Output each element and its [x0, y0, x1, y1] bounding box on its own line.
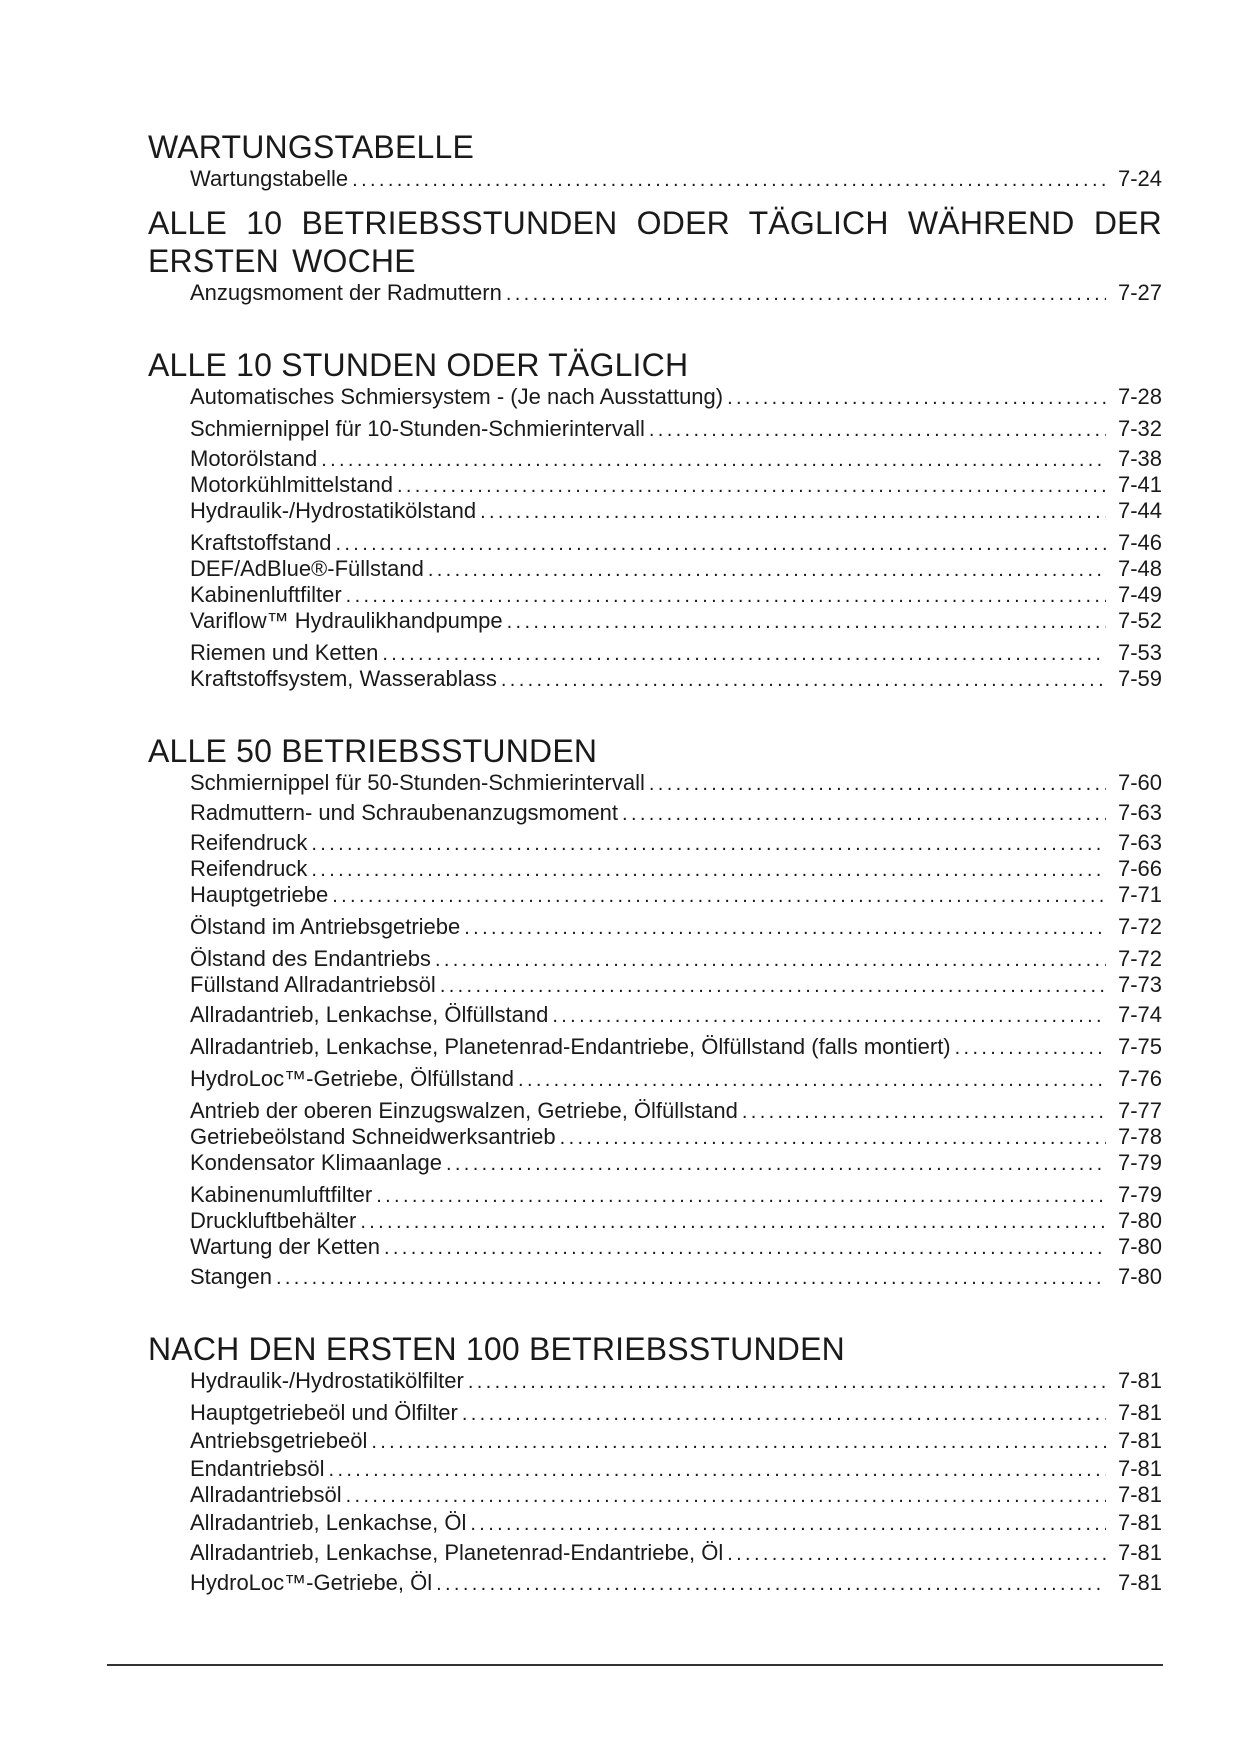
entry-page-number: 7-81 [1117, 1400, 1162, 1425]
entry-title: Allradantrieb, Lenkachse, Planetenrad-Endantriebe, Öl [190, 1540, 727, 1566]
dot-leader [311, 831, 1106, 857]
entry-title: DEF/AdBlue®-Füllstand [190, 556, 428, 582]
toc-entry[interactable] [190, 830, 1162, 856]
entry-page-number: 7-80 [1117, 1234, 1162, 1259]
dot-leader [397, 473, 1106, 499]
entry-title: Getriebeölstand Schneidwerksantrieb [190, 1124, 560, 1150]
entry-title: Motorkühlmittelstand [190, 472, 397, 498]
toc-entry[interactable] [190, 1208, 1162, 1234]
toc-entry[interactable] [190, 1400, 1162, 1426]
entry-title: Hydraulik-/Hydrostatikölfilter [190, 1368, 468, 1394]
toc-entry[interactable] [190, 582, 1162, 608]
entry-page-number: 7-49 [1117, 582, 1162, 607]
dot-leader [382, 641, 1106, 667]
entry-page-number: 7-46 [1117, 530, 1162, 555]
entry-title: Kraftstoffsystem, Wasserablass [190, 666, 501, 692]
dot-leader [360, 1209, 1106, 1235]
toc-entry[interactable] [190, 1570, 1162, 1596]
toc-entry[interactable] [190, 770, 1162, 796]
toc-entry[interactable] [190, 1264, 1162, 1290]
dot-leader [384, 1235, 1106, 1261]
dot-leader [622, 801, 1106, 827]
entry-title: Variflow™ Hydraulikhandpumpe [190, 608, 507, 634]
dot-leader [371, 1429, 1106, 1455]
toc-entry[interactable] [190, 1124, 1162, 1150]
dot-leader [727, 385, 1106, 411]
entry-title: Druckluftbehälter [190, 1208, 360, 1234]
toc-entry[interactable] [190, 1540, 1162, 1566]
toc-entry[interactable] [190, 1482, 1162, 1508]
dot-leader [464, 915, 1106, 941]
dot-leader [376, 1183, 1106, 1209]
dot-leader [518, 1067, 1106, 1093]
entry-page-number: 7-81 [1117, 1428, 1162, 1453]
toc-entry[interactable] [190, 882, 1162, 908]
toc-entry[interactable] [190, 472, 1162, 498]
dot-leader [428, 557, 1106, 583]
entry-title: Ölstand des Endantriebs [190, 946, 435, 972]
entry-title: Ölstand im Antriebsgetriebe [190, 914, 464, 940]
dot-leader [462, 1401, 1106, 1427]
entry-page-number: 7-74 [1117, 1002, 1162, 1027]
toc-entry[interactable] [190, 1034, 1162, 1060]
dot-leader [446, 1151, 1106, 1177]
entry-title: Schmiernippel für 10-Stunden-Schmierintervall [190, 416, 649, 442]
dot-leader [276, 1265, 1106, 1291]
entry-page-number: 7-75 [1117, 1034, 1162, 1059]
toc-entry[interactable] [190, 1428, 1162, 1454]
entry-title: Kabinenluftfilter [190, 582, 346, 608]
toc-entry[interactable] [190, 384, 1162, 410]
toc-entry[interactable] [190, 1456, 1162, 1482]
dot-leader [346, 583, 1106, 609]
toc-section [148, 204, 1162, 306]
entry-page-number: 7-72 [1117, 946, 1162, 971]
toc-entry[interactable] [190, 1150, 1162, 1176]
toc-entry[interactable] [190, 1234, 1162, 1260]
entry-page-number: 7-81 [1117, 1368, 1162, 1393]
toc-entry[interactable] [190, 416, 1162, 442]
dot-leader [468, 1369, 1106, 1395]
entry-page-number: 7-81 [1117, 1570, 1162, 1595]
entry-page-number: 7-28 [1117, 384, 1162, 409]
entry-title: Endantriebsöl [190, 1456, 329, 1482]
toc-entry[interactable] [190, 1182, 1162, 1208]
entry-title: HydroLoc™-Getriebe, Öl [190, 1570, 436, 1596]
toc-entry[interactable] [190, 530, 1162, 556]
dot-leader [480, 499, 1106, 525]
dot-leader [552, 1003, 1106, 1029]
dot-leader [742, 1099, 1106, 1125]
toc-section [148, 128, 1162, 192]
entry-page-number: 7-27 [1117, 280, 1162, 305]
entry-page-number: 7-78 [1117, 1124, 1162, 1149]
entry-title: Reifendruck [190, 856, 311, 882]
entry-page-number: 7-81 [1117, 1482, 1162, 1507]
dot-leader [352, 167, 1106, 193]
entry-title: Kondensator Klimaanlage [190, 1150, 446, 1176]
entry-page-number: 7-38 [1117, 446, 1162, 471]
toc-entry[interactable] [190, 280, 1162, 306]
toc-entry[interactable] [190, 856, 1162, 882]
entry-page-number: 7-79 [1117, 1150, 1162, 1175]
entry-page-number: 7-71 [1117, 882, 1162, 907]
entry-page-number: 7-24 [1117, 166, 1162, 191]
toc-entry[interactable] [190, 946, 1162, 972]
entry-page-number: 7-80 [1117, 1264, 1162, 1289]
entry-title: Allradantrieb, Lenkachse, Ölfüllstand [190, 1002, 552, 1028]
dot-leader [311, 857, 1106, 883]
entry-page-number: 7-72 [1117, 914, 1162, 939]
toc-entry[interactable] [190, 1066, 1162, 1092]
entry-title: Schmiernippel für 50-Stunden-Schmierintervall [190, 770, 649, 796]
entry-page-number: 7-77 [1117, 1098, 1162, 1123]
entry-title: Allradantrieb, Lenkachse, Planetenrad-Endantriebe, Ölfüllstand (falls montiert) [190, 1034, 955, 1060]
section-heading: ALLE 50 BETRIEBSSTUNDEN [148, 733, 598, 769]
dot-leader [727, 1541, 1106, 1567]
entry-page-number: 7-66 [1117, 856, 1162, 881]
entry-title: Hauptgetriebeöl und Ölfilter [190, 1400, 462, 1426]
dot-leader [435, 947, 1106, 973]
toc-entry[interactable] [190, 1368, 1162, 1394]
entry-page-number: 7-48 [1117, 556, 1162, 581]
entry-page-number: 7-53 [1117, 640, 1162, 665]
dot-leader [649, 417, 1106, 443]
section-heading: ALLE 10 BETRIEBSSTUNDEN ODER TÄGLICH WÄHREND DER ERSTEN WOCHE [148, 205, 1162, 279]
entry-page-number: 7-44 [1117, 498, 1162, 523]
dot-leader [346, 1483, 1106, 1509]
dot-leader [470, 1511, 1106, 1537]
entry-title: Stangen [190, 1264, 276, 1290]
entry-page-number: 7-32 [1117, 416, 1162, 441]
entry-page-number: 7-76 [1117, 1066, 1162, 1091]
entry-title: Hauptgetriebe [190, 882, 332, 908]
toc-entry[interactable] [190, 1098, 1162, 1124]
entry-page-number: 7-41 [1117, 472, 1162, 497]
dot-leader [649, 771, 1106, 797]
entry-title: Motorölstand [190, 446, 321, 472]
entry-title: Antriebsgetriebeöl [190, 1428, 371, 1454]
entry-page-number: 7-63 [1117, 800, 1162, 825]
toc-entry[interactable] [190, 556, 1162, 582]
toc-entry[interactable] [190, 666, 1162, 692]
entry-page-number: 7-81 [1117, 1510, 1162, 1535]
entry-title: Radmuttern- und Schraubenanzugsmoment [190, 800, 622, 826]
footer-rule [107, 1664, 1163, 1666]
toc-section [148, 1330, 1162, 1596]
toc-entry[interactable] [190, 498, 1162, 524]
toc-entry[interactable] [190, 608, 1162, 634]
entry-page-number: 7-52 [1117, 608, 1162, 633]
dot-leader [329, 1457, 1106, 1483]
entry-title: Wartungstabelle [190, 166, 352, 192]
dot-leader [506, 281, 1106, 307]
entry-page-number: 7-73 [1117, 972, 1162, 997]
entry-page-number: 7-81 [1117, 1456, 1162, 1481]
entry-title: Riemen und Ketten [190, 640, 382, 666]
entry-title: Hydraulik-/Hydrostatikölstand [190, 498, 480, 524]
dot-leader [335, 531, 1106, 557]
entry-page-number: 7-63 [1117, 830, 1162, 855]
entry-title: Anzugsmoment der Radmuttern [190, 280, 506, 306]
entry-title: Füllstand Allradantriebsöl [190, 972, 440, 998]
entry-page-number: 7-80 [1117, 1208, 1162, 1233]
entry-title: Allradantrieb, Lenkachse, Öl [190, 1510, 470, 1536]
toc-entry[interactable] [190, 972, 1162, 998]
entry-title: Reifendruck [190, 830, 311, 856]
toc-entry[interactable] [190, 914, 1162, 940]
table-of-contents [148, 128, 1162, 1596]
dot-leader [436, 1571, 1106, 1597]
dot-leader [560, 1125, 1106, 1151]
toc-entry[interactable] [190, 800, 1162, 826]
dot-leader [332, 883, 1106, 909]
entry-title: Kraftstoffstand [190, 530, 335, 556]
entry-page-number: 7-81 [1117, 1540, 1162, 1565]
section-heading: ALLE 10 STUNDEN ODER TÄGLICH [148, 347, 689, 383]
toc-entry[interactable] [190, 1510, 1162, 1536]
dot-leader [321, 447, 1106, 473]
toc-entry[interactable] [190, 166, 1162, 192]
dot-leader [501, 667, 1106, 693]
toc-entry[interactable] [190, 446, 1162, 472]
entry-title: HydroLoc™-Getriebe, Ölfüllstand [190, 1066, 518, 1092]
toc-entry[interactable] [190, 640, 1162, 666]
section-heading: WARTUNGSTABELLE [148, 129, 475, 165]
dot-leader [955, 1035, 1106, 1061]
entry-title: Allradantriebsöl [190, 1482, 346, 1508]
toc-section [148, 732, 1162, 1290]
dot-leader [440, 973, 1106, 999]
dot-leader [507, 609, 1106, 635]
entry-title: Antrieb der oberen Einzugswalzen, Getriebe, Ölfüllstand [190, 1098, 742, 1124]
entry-page-number: 7-79 [1117, 1182, 1162, 1207]
toc-entry[interactable] [190, 1002, 1162, 1028]
entry-title: Wartung der Ketten [190, 1234, 384, 1260]
entry-title: Automatisches Schmiersystem - (Je nach Ausstattung) [190, 384, 727, 410]
entry-page-number: 7-60 [1117, 770, 1162, 795]
entry-page-number: 7-59 [1117, 666, 1162, 691]
section-heading: NACH DEN ERSTEN 100 BETRIEBSSTUNDEN [148, 1331, 845, 1367]
toc-section [148, 346, 1162, 692]
entry-title: Kabinenumluftfilter [190, 1182, 376, 1208]
